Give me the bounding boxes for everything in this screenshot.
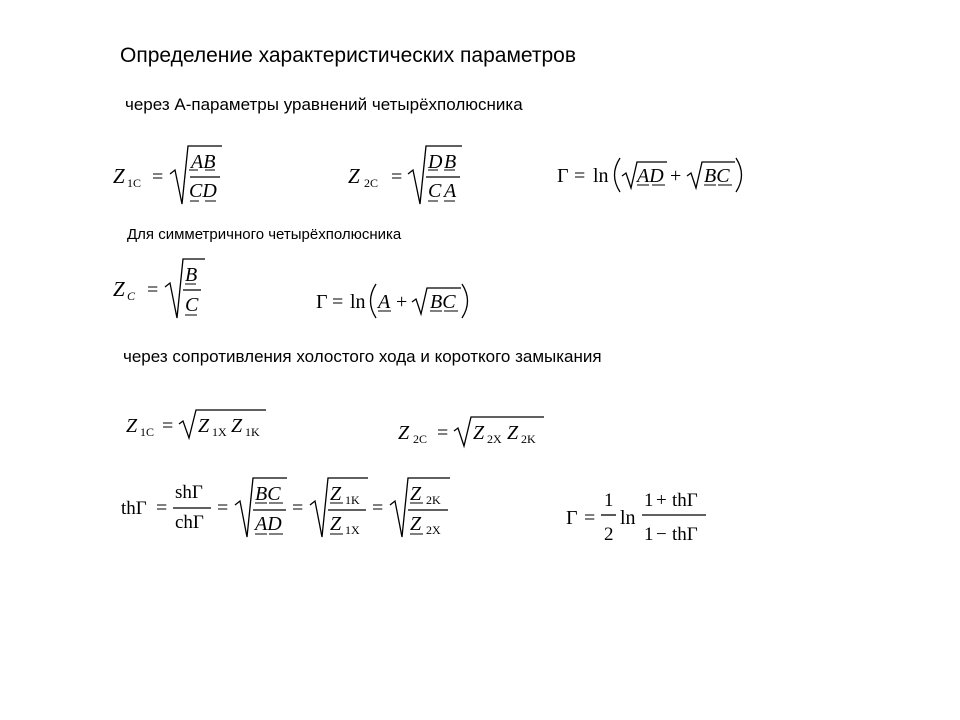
svg-text:−: −	[656, 524, 667, 545]
svg-text:ln: ln	[593, 165, 609, 187]
svg-text:1X: 1X	[345, 523, 360, 537]
svg-text:Z: Z	[473, 422, 485, 444]
formula-gamma-from-th	[566, 490, 706, 545]
formula-z2c-open-short	[398, 417, 544, 446]
formula-z1c	[113, 146, 222, 204]
formula-z1c-open-short	[126, 410, 266, 439]
svg-text:ln: ln	[350, 291, 366, 313]
page-title: Определение характеристических параметров	[120, 44, 576, 67]
svg-text:thΓ: thΓ	[672, 490, 698, 511]
svg-text:thΓ: thΓ	[121, 498, 147, 519]
svg-text:Z: Z	[231, 415, 243, 437]
svg-text:Γ: Γ	[316, 291, 328, 313]
svg-text:1: 1	[604, 490, 614, 511]
svg-text:Z: Z	[126, 415, 138, 437]
svg-text:D: D	[428, 151, 443, 173]
svg-text:BC: BC	[430, 291, 456, 313]
svg-text:+: +	[656, 490, 667, 511]
svg-text:=: =	[574, 165, 586, 187]
svg-text:BC: BC	[255, 483, 281, 505]
svg-text:=: =	[391, 166, 403, 188]
svg-text:A: A	[444, 180, 457, 202]
formula-z2c	[348, 146, 462, 204]
svg-text:Γ: Γ	[557, 165, 569, 187]
svg-text:2: 2	[604, 524, 614, 545]
svg-text:1K: 1K	[245, 425, 260, 439]
svg-text:chΓ: chΓ	[175, 512, 204, 533]
svg-text:AD: AD	[255, 513, 282, 535]
svg-text:+: +	[396, 291, 408, 313]
svg-text:=: =	[152, 166, 164, 188]
section-symmetric-heading: Для симметричного четырёхполюсника	[127, 226, 402, 243]
formula-gamma-symmetric	[316, 284, 468, 318]
section-a-params-heading: через А-параметры уравнений четырёхполюсника	[125, 95, 523, 114]
svg-text:A: A	[378, 291, 391, 313]
svg-text:2K: 2K	[426, 493, 441, 507]
svg-text:=: =	[162, 415, 174, 437]
section-open-short-heading: через сопротивления холостого хода и короткого замыкания	[123, 347, 602, 366]
svg-text:2X: 2X	[426, 523, 441, 537]
svg-text:Z: Z	[348, 164, 360, 188]
svg-text:1: 1	[644, 490, 654, 511]
svg-text:ln: ln	[620, 507, 636, 529]
svg-text:Z: Z	[398, 422, 410, 444]
svg-text:AB: AB	[191, 151, 216, 173]
svg-text:1C: 1C	[140, 425, 155, 439]
svg-text:1K: 1K	[345, 493, 360, 507]
svg-text:shΓ: shΓ	[175, 482, 203, 503]
svg-text:2X: 2X	[487, 432, 502, 446]
svg-text:Z: Z	[113, 277, 125, 301]
svg-text:2C: 2C	[364, 176, 379, 190]
svg-text:Z: Z	[198, 415, 210, 437]
svg-text:Z: Z	[410, 513, 422, 535]
svg-text:C: C	[185, 294, 199, 316]
formula-th-gamma	[121, 478, 450, 537]
formula-gamma	[557, 158, 742, 192]
svg-text:B: B	[185, 264, 198, 286]
svg-text:=: =	[147, 279, 159, 301]
svg-text:2K: 2K	[521, 432, 536, 446]
svg-text:Z: Z	[113, 164, 125, 188]
svg-text:=: =	[372, 497, 384, 519]
svg-text:C: C	[428, 180, 442, 202]
svg-text:Z: Z	[507, 422, 519, 444]
svg-text:C: C	[127, 289, 136, 303]
svg-text:=: =	[292, 497, 304, 519]
svg-text:=: =	[217, 497, 229, 519]
svg-text:B: B	[444, 151, 457, 173]
svg-text:1C: 1C	[127, 176, 142, 190]
svg-text:+: +	[670, 165, 682, 187]
svg-text:=: =	[156, 497, 168, 519]
svg-text:1X: 1X	[212, 425, 227, 439]
svg-text:Z: Z	[330, 513, 342, 535]
svg-text:CD: CD	[189, 180, 217, 202]
svg-text:Z: Z	[330, 483, 342, 505]
svg-text:Γ: Γ	[566, 507, 578, 529]
svg-text:=: =	[437, 422, 449, 444]
svg-text:2C: 2C	[413, 432, 428, 446]
svg-text:Z: Z	[410, 483, 422, 505]
svg-text:AD: AD	[637, 165, 664, 187]
svg-text:=: =	[584, 507, 596, 529]
svg-text:BC: BC	[704, 165, 730, 187]
svg-text:thΓ: thΓ	[672, 524, 698, 545]
formula-zc-symmetric	[113, 259, 205, 318]
svg-text:=: =	[332, 291, 344, 313]
svg-text:1: 1	[644, 524, 654, 545]
